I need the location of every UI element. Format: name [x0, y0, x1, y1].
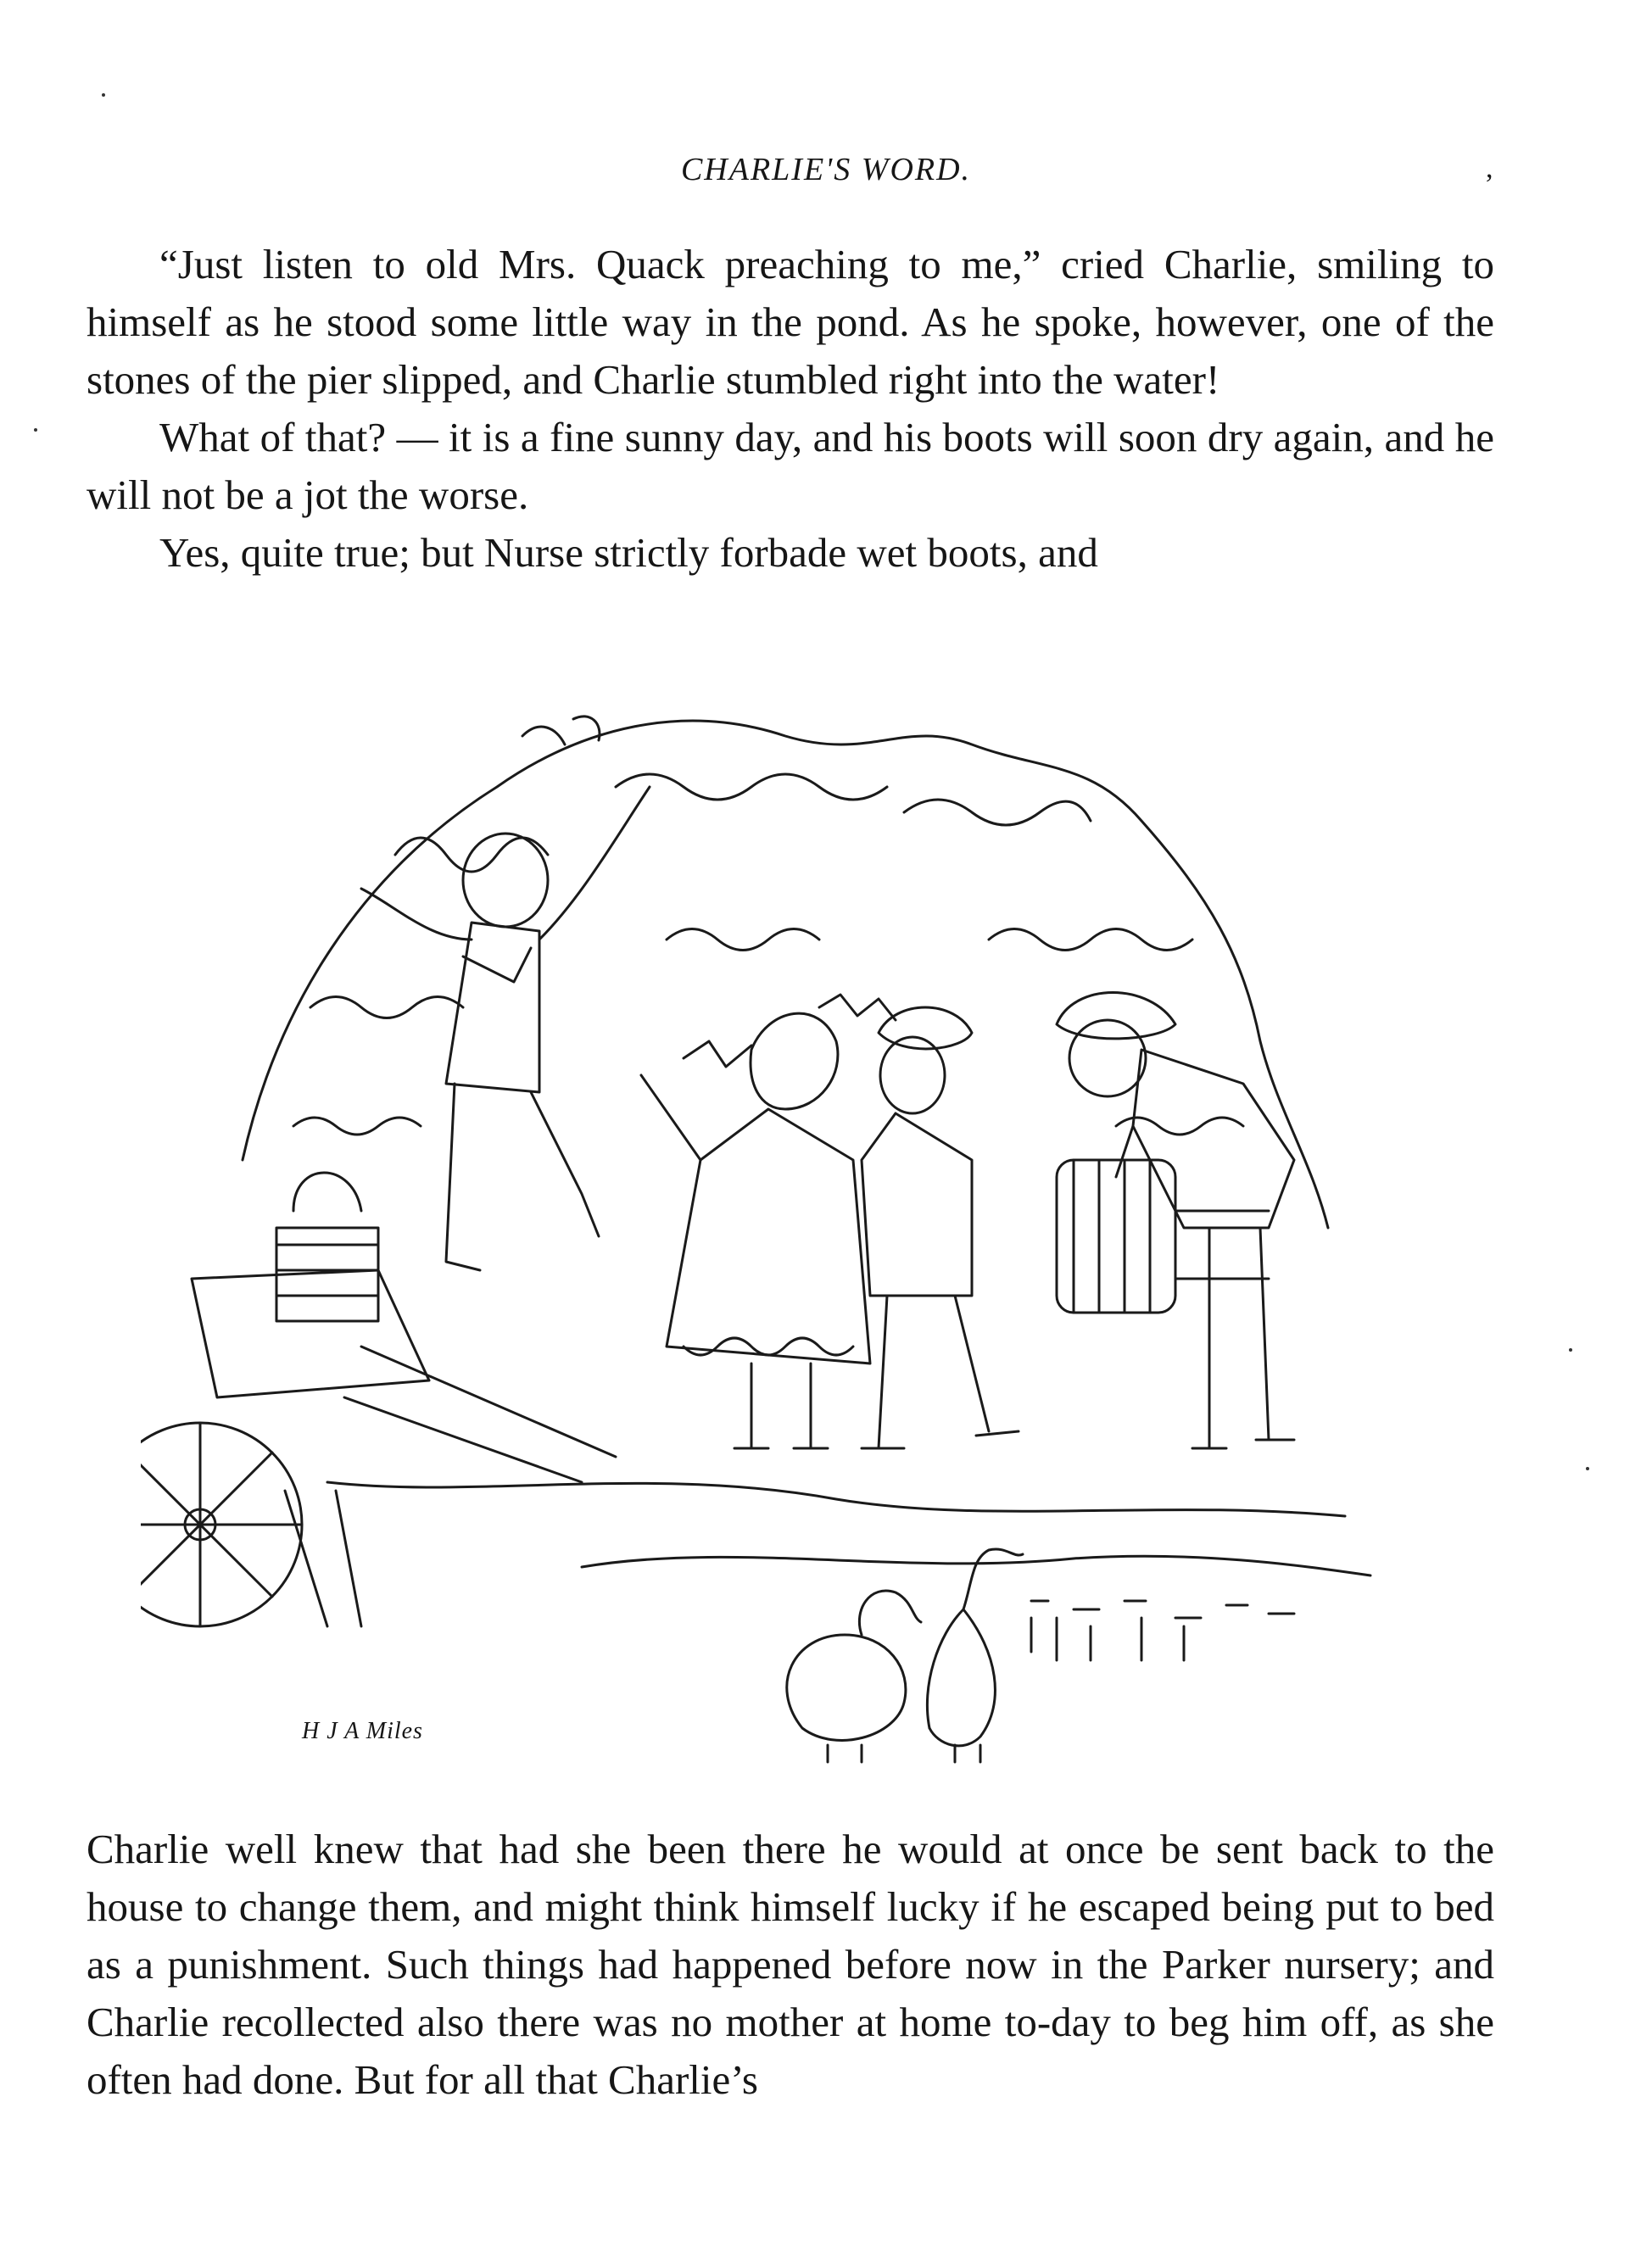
paragraph-3: Yes, quite true; but Nurse strictly forbade wet boots, and: [159, 529, 1098, 576]
paragraph-2: What of that? — it is a fine sunny day, and his boots will soon dry again, and he will not be a jot the worse.: [87, 414, 1494, 518]
girl-in-bonnet: [641, 1013, 870, 1448]
boy-with-cap: [862, 1007, 1019, 1448]
illustrator-signature: H J A Miles: [302, 1718, 423, 1744]
running-head: CHARLIE'S WORD.: [680, 152, 972, 187]
engraving-illustration: [141, 685, 1464, 1787]
print-speck: [1586, 1467, 1589, 1470]
ducks: [787, 1549, 1023, 1762]
paragraph-4: Charlie well knew that had she been there he would at once be sent back to the house to change them, and might think himself lucky if he escaped being put to bed as a punishment. Such things had happened before now in the Parker nursery; and Charlie recollected also there was no mother at home to-day to beg him off, as she often had done. But for all that Charlie’s: [87, 1826, 1494, 2103]
ground-and-pond: [327, 1482, 1370, 1660]
top-text-block: [87, 236, 1494, 582]
page-mark: ,: [1486, 153, 1493, 184]
print-speck: [1569, 1348, 1572, 1352]
illustration-drawing: [141, 685, 1464, 1787]
hedge-foliage: [243, 717, 1328, 1228]
wheelbarrow: [141, 1173, 616, 1626]
print-speck: [34, 428, 37, 432]
print-speck: [102, 93, 105, 97]
paragraph-1: “Just listen to old Mrs. Quack preaching to me,” cried Charlie, smiling to himself as he stood some little way in the pond. As he spoke, however, one of the stones of the pier slipped, and Charlie stumbled right into the water!: [87, 241, 1494, 403]
bottom-text-block: [87, 1821, 1494, 2109]
